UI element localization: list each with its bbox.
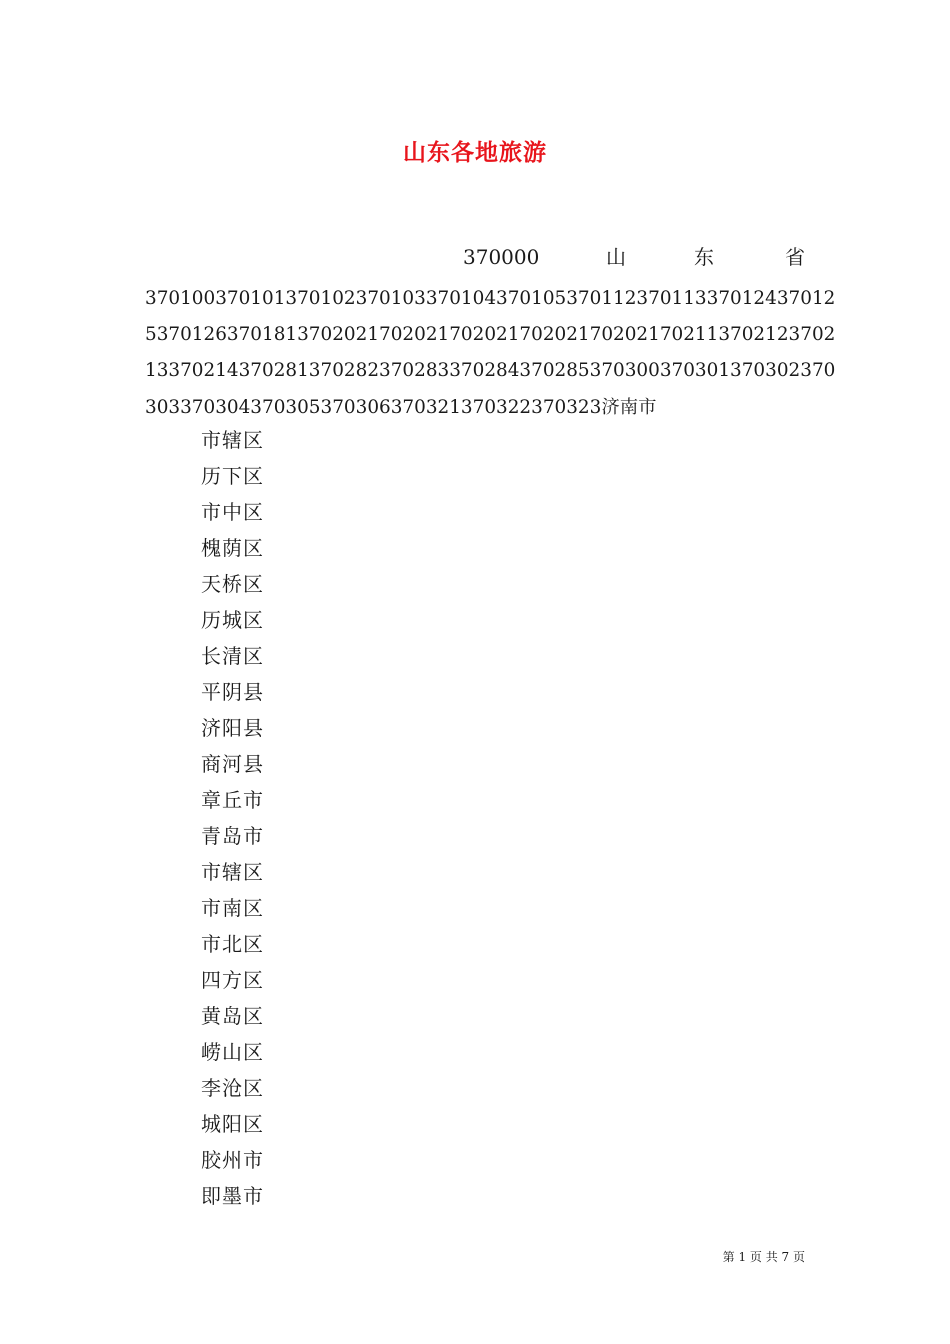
list-item: 市南区 [201, 896, 264, 920]
list-item: 市辖区 [201, 860, 264, 884]
province-char-2: 东 [694, 245, 714, 269]
code-line: 370100370101370102370103370104370105370112370113370124370​12 [145, 288, 836, 309]
province-char-3: 省 [785, 245, 805, 269]
province-header-line [145, 242, 806, 272]
code-line: 30337030437030537030637032137032237032​3济南市 [145, 396, 657, 418]
list-item: 章丘市 [201, 788, 264, 812]
list-item: 天桥区 [201, 572, 264, 596]
province-char-1: 山 [606, 245, 626, 269]
code-line: 13370214370281370282370283370284370285370300370301370302370 [145, 360, 836, 382]
list-item: 青岛市 [201, 824, 264, 848]
list-item: 胶州市 [201, 1148, 264, 1172]
list-item: 历下区 [201, 464, 264, 488]
page-number-footer: 第 1 页 共 7 页 [722, 1250, 805, 1264]
list-item: 黄岛区 [201, 1004, 264, 1028]
list-item: 槐荫区 [201, 536, 264, 560]
list-item: 市北区 [201, 932, 264, 956]
list-item: 崂山区 [201, 1040, 264, 1064]
code-line: 5370126370181370202170202170202170202170202170211370212370​2 [145, 324, 836, 346]
list-item: 四方区 [201, 968, 264, 992]
list-item: 即墨市 [201, 1184, 264, 1208]
page-title: 山东各地旅游 [403, 139, 547, 166]
list-item: 长清区 [201, 644, 264, 668]
list-item: 平阴县 [201, 680, 264, 704]
list-item: 李沧区 [201, 1076, 264, 1100]
list-item: 商河县 [201, 752, 264, 776]
list-item: 济阳县 [201, 716, 264, 740]
region-code-block [145, 281, 836, 426]
list-item: 历城区 [201, 608, 264, 632]
list-item: 市中区 [201, 500, 264, 524]
list-item: 市辖区 [201, 428, 264, 452]
place-list [201, 422, 264, 1214]
list-item: 城阳区 [201, 1112, 264, 1136]
province-code: 370000 [463, 245, 540, 269]
